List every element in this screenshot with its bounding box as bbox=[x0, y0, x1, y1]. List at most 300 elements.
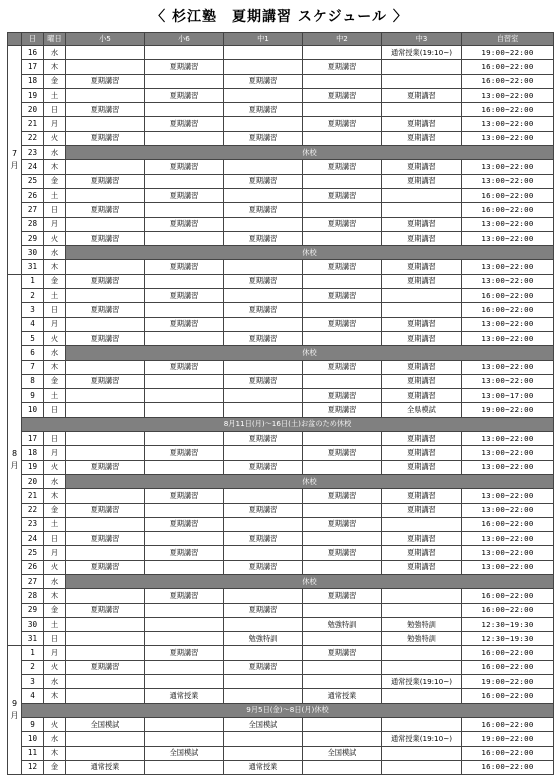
chu2-cell: 全国模試 bbox=[303, 746, 382, 760]
chu2-cell bbox=[303, 331, 382, 345]
schedule-row bbox=[8, 303, 554, 317]
sho5-cell: 夏期講習 bbox=[66, 503, 145, 517]
study-room-hours-cell: 16:00~22:00 bbox=[462, 603, 554, 617]
study-room-hours-cell: 16:00~22:00 bbox=[462, 74, 554, 88]
chu1-cell bbox=[224, 188, 303, 202]
chu3-cell: 全県模試 bbox=[382, 403, 462, 417]
chu3-cell: 夏期講習 bbox=[382, 260, 462, 274]
sho6-cell bbox=[145, 560, 224, 574]
chu3-cell: 夏期講習 bbox=[382, 317, 462, 331]
sho6-cell bbox=[145, 131, 224, 145]
sho6-cell bbox=[145, 331, 224, 345]
month-label: 9 月 bbox=[8, 646, 22, 775]
date-cell: 17 bbox=[22, 60, 44, 74]
study-room-hours-cell: 13:00~17:00 bbox=[462, 389, 554, 403]
schedule-row bbox=[8, 46, 554, 60]
chu2-cell bbox=[303, 532, 382, 546]
sho5-cell bbox=[66, 546, 145, 560]
schedule-row bbox=[8, 660, 554, 674]
study-room-hours-cell: 16:00~22:00 bbox=[462, 103, 554, 117]
holiday-cell: 休校 bbox=[66, 474, 554, 488]
chu2-cell: 夏期講習 bbox=[303, 317, 382, 331]
schedule-row bbox=[8, 717, 554, 731]
weekday-cell: 木 bbox=[44, 689, 66, 703]
weekday-cell: 火 bbox=[44, 231, 66, 245]
chu3-cell: 通常授業(19:10~) bbox=[382, 675, 462, 689]
study-room-hours-cell: 16:00~22:00 bbox=[462, 660, 554, 674]
sho6-cell bbox=[145, 74, 224, 88]
sho5-cell: 夏期講習 bbox=[66, 103, 145, 117]
date-cell: 2 bbox=[22, 660, 44, 674]
study-room-hours-cell: 13:00~22:00 bbox=[462, 460, 554, 474]
sho5-cell bbox=[66, 160, 145, 174]
date-cell: 22 bbox=[22, 503, 44, 517]
weekday-cell: 月 bbox=[44, 546, 66, 560]
sho6-cell bbox=[145, 103, 224, 117]
date-cell: 1 bbox=[22, 274, 44, 288]
weekday-cell: 水 bbox=[44, 474, 66, 488]
chu1-cell: 全国模試 bbox=[224, 717, 303, 731]
chu2-cell: 勉強特訓 bbox=[303, 617, 382, 631]
date-cell: 25 bbox=[22, 546, 44, 560]
chu3-cell: 夏期講習 bbox=[382, 374, 462, 388]
chu2-cell bbox=[303, 274, 382, 288]
chu2-cell: 通常授業 bbox=[303, 689, 382, 703]
closure-note-row bbox=[8, 417, 554, 431]
date-cell: 28 bbox=[22, 217, 44, 231]
chu1-cell: 夏期講習 bbox=[224, 203, 303, 217]
chu1-cell bbox=[224, 675, 303, 689]
chu1-cell bbox=[224, 403, 303, 417]
sho6-cell bbox=[145, 760, 224, 774]
weekday-cell: 水 bbox=[44, 346, 66, 360]
chu3-cell bbox=[382, 517, 462, 531]
study-room-hours-cell: 16:00~22:00 bbox=[462, 589, 554, 603]
header-chu2: 中2 bbox=[303, 33, 382, 46]
sho5-cell bbox=[66, 317, 145, 331]
chu3-cell bbox=[382, 103, 462, 117]
chu1-cell bbox=[224, 646, 303, 660]
date-cell: 10 bbox=[22, 732, 44, 746]
date-cell: 23 bbox=[22, 517, 44, 531]
schedule-row bbox=[8, 217, 554, 231]
study-room-hours-cell: 16:00~22:00 bbox=[462, 517, 554, 531]
study-room-hours-cell: 13:00~22:00 bbox=[462, 317, 554, 331]
weekday-cell: 金 bbox=[44, 274, 66, 288]
date-cell: 27 bbox=[22, 574, 44, 588]
weekday-cell: 日 bbox=[44, 203, 66, 217]
weekday-cell: 日 bbox=[44, 632, 66, 646]
sho5-cell bbox=[66, 489, 145, 503]
chu3-cell bbox=[382, 203, 462, 217]
schedule-row bbox=[8, 160, 554, 174]
chu2-cell bbox=[303, 717, 382, 731]
sho5-cell bbox=[66, 188, 145, 202]
closure-note: 9月5日(金)～8日(月)休校 bbox=[22, 703, 554, 717]
study-room-hours-cell: 13:00~22:00 bbox=[462, 117, 554, 131]
chu2-cell bbox=[303, 660, 382, 674]
study-room-hours-cell: 13:00~22:00 bbox=[462, 260, 554, 274]
date-cell: 22 bbox=[22, 131, 44, 145]
chu2-cell: 夏期講習 bbox=[303, 117, 382, 131]
date-cell: 12 bbox=[22, 760, 44, 774]
header-row bbox=[8, 33, 554, 46]
sho5-cell: 全国模試 bbox=[66, 717, 145, 731]
sho6-cell bbox=[145, 603, 224, 617]
study-room-hours-cell: 13:00~22:00 bbox=[462, 131, 554, 145]
chu3-cell bbox=[382, 717, 462, 731]
chu1-cell bbox=[224, 689, 303, 703]
sho5-cell bbox=[66, 289, 145, 303]
schedule-row bbox=[8, 360, 554, 374]
chu3-cell: 夏期講習 bbox=[382, 88, 462, 102]
schedule-row bbox=[8, 574, 554, 588]
chu2-cell bbox=[303, 303, 382, 317]
weekday-cell: 金 bbox=[44, 503, 66, 517]
study-room-hours-cell: 13:00~22:00 bbox=[462, 503, 554, 517]
weekday-cell: 金 bbox=[44, 374, 66, 388]
weekday-cell: 土 bbox=[44, 88, 66, 102]
date-cell: 6 bbox=[22, 346, 44, 360]
chu1-cell bbox=[224, 217, 303, 231]
sho6-cell bbox=[145, 717, 224, 731]
sho6-cell: 夏期講習 bbox=[145, 517, 224, 531]
chu2-cell: 夏期講習 bbox=[303, 217, 382, 231]
study-room-hours-cell: 16:00~22:00 bbox=[462, 289, 554, 303]
weekday-cell: 火 bbox=[44, 660, 66, 674]
date-cell: 4 bbox=[22, 689, 44, 703]
schedule-row bbox=[8, 532, 554, 546]
study-room-hours-cell: 13:00~22:00 bbox=[462, 217, 554, 231]
chu3-cell: 夏期講習 bbox=[382, 532, 462, 546]
sho6-cell bbox=[145, 632, 224, 646]
chu1-cell bbox=[224, 446, 303, 460]
date-cell: 31 bbox=[22, 260, 44, 274]
sho6-cell bbox=[145, 432, 224, 446]
chu3-cell: 夏期講習 bbox=[382, 503, 462, 517]
schedule-row bbox=[8, 617, 554, 631]
schedule-row bbox=[8, 646, 554, 660]
date-cell: 1 bbox=[22, 646, 44, 660]
chu1-cell: 夏期講習 bbox=[224, 274, 303, 288]
date-cell: 28 bbox=[22, 589, 44, 603]
schedule-row bbox=[8, 489, 554, 503]
chu1-cell bbox=[224, 617, 303, 631]
closure-note-row bbox=[8, 703, 554, 717]
chu3-cell bbox=[382, 760, 462, 774]
study-room-hours-cell: 16:00~22:00 bbox=[462, 303, 554, 317]
weekday-cell: 火 bbox=[44, 331, 66, 345]
study-room-hours-cell: 13:00~22:00 bbox=[462, 160, 554, 174]
chu3-cell: 通常授業(19:10~) bbox=[382, 46, 462, 60]
chu1-cell bbox=[224, 88, 303, 102]
weekday-cell: 日 bbox=[44, 103, 66, 117]
sho6-cell: 夏期講習 bbox=[145, 188, 224, 202]
sho5-cell bbox=[66, 646, 145, 660]
chu1-cell bbox=[224, 260, 303, 274]
schedule-row bbox=[8, 60, 554, 74]
sho6-cell: 夏期講習 bbox=[145, 160, 224, 174]
schedule-row bbox=[8, 474, 554, 488]
sho5-cell bbox=[66, 746, 145, 760]
chu1-cell bbox=[224, 360, 303, 374]
sho5-cell: 夏期講習 bbox=[66, 660, 145, 674]
sho5-cell: 夏期講習 bbox=[66, 603, 145, 617]
date-cell: 21 bbox=[22, 489, 44, 503]
chu2-cell: 夏期講習 bbox=[303, 517, 382, 531]
sho6-cell bbox=[145, 274, 224, 288]
study-room-hours-cell: 13:00~22:00 bbox=[462, 432, 554, 446]
chu1-cell: 夏期講習 bbox=[224, 660, 303, 674]
schedule-row bbox=[8, 188, 554, 202]
chu2-cell: 夏期講習 bbox=[303, 160, 382, 174]
chu2-cell bbox=[303, 231, 382, 245]
sho5-cell bbox=[66, 432, 145, 446]
weekday-cell: 水 bbox=[44, 732, 66, 746]
sho5-cell bbox=[66, 117, 145, 131]
weekday-cell: 金 bbox=[44, 760, 66, 774]
sho5-cell bbox=[66, 632, 145, 646]
chu3-cell: 夏期講習 bbox=[382, 360, 462, 374]
sho6-cell bbox=[145, 660, 224, 674]
study-room-hours-cell: 13:00~22:00 bbox=[462, 532, 554, 546]
holiday-cell: 休校 bbox=[66, 574, 554, 588]
date-cell: 11 bbox=[22, 746, 44, 760]
chu3-cell bbox=[382, 303, 462, 317]
chu2-cell: 夏期講習 bbox=[303, 289, 382, 303]
sho5-cell: 夏期講習 bbox=[66, 203, 145, 217]
schedule-row bbox=[8, 589, 554, 603]
date-cell: 21 bbox=[22, 117, 44, 131]
chu2-cell: 夏期講習 bbox=[303, 489, 382, 503]
chu2-cell: 夏期講習 bbox=[303, 446, 382, 460]
date-cell: 16 bbox=[22, 46, 44, 60]
date-cell: 20 bbox=[22, 103, 44, 117]
study-room-hours-cell: 16:00~22:00 bbox=[462, 760, 554, 774]
sho6-cell: 通常授業 bbox=[145, 689, 224, 703]
sho5-cell: 夏期講習 bbox=[66, 274, 145, 288]
chu3-cell bbox=[382, 689, 462, 703]
chu3-cell: 夏期講習 bbox=[382, 446, 462, 460]
schedule-row bbox=[8, 317, 554, 331]
sho5-cell bbox=[66, 689, 145, 703]
weekday-cell: 日 bbox=[44, 403, 66, 417]
date-cell: 17 bbox=[22, 432, 44, 446]
study-room-hours-cell: 16:00~22:00 bbox=[462, 746, 554, 760]
schedule-row bbox=[8, 689, 554, 703]
schedule-row bbox=[8, 603, 554, 617]
chu1-cell: 夏期講習 bbox=[224, 131, 303, 145]
chu1-cell: 夏期講習 bbox=[224, 174, 303, 188]
weekday-cell: 土 bbox=[44, 617, 66, 631]
schedule-row bbox=[8, 246, 554, 260]
schedule-body bbox=[8, 46, 554, 775]
date-cell: 30 bbox=[22, 617, 44, 631]
chu2-cell bbox=[303, 560, 382, 574]
weekday-cell: 土 bbox=[44, 289, 66, 303]
date-cell: 29 bbox=[22, 603, 44, 617]
sho6-cell: 夏期講習 bbox=[145, 489, 224, 503]
chu2-cell: 夏期講習 bbox=[303, 188, 382, 202]
study-room-hours-cell: 16:00~22:00 bbox=[462, 689, 554, 703]
chu2-cell bbox=[303, 131, 382, 145]
sho5-cell: 夏期講習 bbox=[66, 460, 145, 474]
date-cell: 5 bbox=[22, 331, 44, 345]
chu1-cell: 夏期講習 bbox=[224, 603, 303, 617]
study-room-hours-cell: 16:00~22:00 bbox=[462, 717, 554, 731]
sho5-cell bbox=[66, 732, 145, 746]
chu2-cell: 夏期講習 bbox=[303, 60, 382, 74]
weekday-cell: 木 bbox=[44, 260, 66, 274]
chu1-cell: 夏期講習 bbox=[224, 231, 303, 245]
sho6-cell: 夏期講習 bbox=[145, 646, 224, 660]
schedule-row bbox=[8, 74, 554, 88]
chu2-cell bbox=[303, 432, 382, 446]
weekday-cell: 水 bbox=[44, 146, 66, 160]
sho5-cell bbox=[66, 217, 145, 231]
chu3-cell bbox=[382, 746, 462, 760]
sho6-cell: 夏期講習 bbox=[145, 546, 224, 560]
weekday-cell: 木 bbox=[44, 160, 66, 174]
schedule-row bbox=[8, 446, 554, 460]
header-weekday: 曜日 bbox=[44, 33, 66, 46]
schedule-row bbox=[8, 732, 554, 746]
chu1-cell bbox=[224, 589, 303, 603]
study-room-hours-cell: 19:00~22:00 bbox=[462, 46, 554, 60]
sho5-cell bbox=[66, 360, 145, 374]
sho6-cell bbox=[145, 532, 224, 546]
date-cell: 19 bbox=[22, 460, 44, 474]
chu3-cell bbox=[382, 589, 462, 603]
schedule-row bbox=[8, 88, 554, 102]
study-room-hours-cell: 13:00~22:00 bbox=[462, 360, 554, 374]
date-cell: 26 bbox=[22, 188, 44, 202]
date-cell: 23 bbox=[22, 146, 44, 160]
schedule-row bbox=[8, 103, 554, 117]
sho6-cell: 夏期講習 bbox=[145, 60, 224, 74]
weekday-cell: 土 bbox=[44, 389, 66, 403]
study-room-hours-cell: 13:00~22:00 bbox=[462, 174, 554, 188]
chu2-cell bbox=[303, 103, 382, 117]
schedule-row bbox=[8, 346, 554, 360]
header-sho6: 小6 bbox=[145, 33, 224, 46]
date-cell: 25 bbox=[22, 174, 44, 188]
chu1-cell: 通常授業 bbox=[224, 760, 303, 774]
sho5-cell bbox=[66, 446, 145, 460]
sho5-cell bbox=[66, 517, 145, 531]
header-day: 日 bbox=[22, 33, 44, 46]
study-room-hours-cell: 13:00~22:00 bbox=[462, 374, 554, 388]
study-room-hours-cell: 13:00~22:00 bbox=[462, 446, 554, 460]
date-cell: 2 bbox=[22, 289, 44, 303]
weekday-cell: 木 bbox=[44, 746, 66, 760]
chu3-cell: 通常授業(19:10~) bbox=[382, 732, 462, 746]
sho6-cell: 夏期講習 bbox=[145, 360, 224, 374]
schedule-row bbox=[8, 760, 554, 774]
weekday-cell: 金 bbox=[44, 174, 66, 188]
chu1-cell: 夏期講習 bbox=[224, 560, 303, 574]
sho5-cell bbox=[66, 260, 145, 274]
chu3-cell: 夏期講習 bbox=[382, 460, 462, 474]
sho6-cell bbox=[145, 46, 224, 60]
study-room-hours-cell: 19:00~22:00 bbox=[462, 403, 554, 417]
weekday-cell: 金 bbox=[44, 603, 66, 617]
header-month-spacer bbox=[8, 33, 22, 46]
closure-note: 8月11日(月)～16日(土)お盆のため休校 bbox=[22, 417, 554, 431]
chu3-cell bbox=[382, 603, 462, 617]
sho5-cell: 夏期講習 bbox=[66, 374, 145, 388]
chu1-cell: 勉強特訓 bbox=[224, 632, 303, 646]
chu1-cell bbox=[224, 289, 303, 303]
date-cell: 19 bbox=[22, 88, 44, 102]
chu1-cell bbox=[224, 160, 303, 174]
sho5-cell: 夏期講習 bbox=[66, 532, 145, 546]
weekday-cell: 火 bbox=[44, 560, 66, 574]
chu2-cell bbox=[303, 46, 382, 60]
chu1-cell bbox=[224, 746, 303, 760]
weekday-cell: 月 bbox=[44, 646, 66, 660]
schedule-row bbox=[8, 203, 554, 217]
date-cell: 27 bbox=[22, 203, 44, 217]
chu3-cell: 夏期講習 bbox=[382, 231, 462, 245]
chu2-cell: 夏期講習 bbox=[303, 389, 382, 403]
sho5-cell bbox=[66, 60, 145, 74]
weekday-cell: 水 bbox=[44, 46, 66, 60]
chu1-cell: 夏期講習 bbox=[224, 503, 303, 517]
schedule-row bbox=[8, 231, 554, 245]
chu2-cell bbox=[303, 174, 382, 188]
date-cell: 8 bbox=[22, 374, 44, 388]
study-room-hours-cell: 13:00~22:00 bbox=[462, 560, 554, 574]
date-cell: 29 bbox=[22, 231, 44, 245]
chu1-cell: 夏期講習 bbox=[224, 432, 303, 446]
study-room-hours-cell: 13:00~22:00 bbox=[462, 489, 554, 503]
chu3-cell bbox=[382, 646, 462, 660]
chu1-cell bbox=[224, 389, 303, 403]
chu2-cell: 夏期講習 bbox=[303, 88, 382, 102]
chu3-cell: 夏期講習 bbox=[382, 389, 462, 403]
schedule-row bbox=[8, 146, 554, 160]
sho5-cell bbox=[66, 617, 145, 631]
chu2-cell bbox=[303, 760, 382, 774]
schedule-row bbox=[8, 374, 554, 388]
study-room-hours-cell: 12:30~19:30 bbox=[462, 617, 554, 631]
chu1-cell bbox=[224, 317, 303, 331]
study-room-hours-cell: 19:00~22:00 bbox=[462, 732, 554, 746]
sho5-cell: 夏期講習 bbox=[66, 331, 145, 345]
schedule-row bbox=[8, 389, 554, 403]
holiday-cell: 休校 bbox=[66, 146, 554, 160]
weekday-cell: 月 bbox=[44, 117, 66, 131]
date-cell: 4 bbox=[22, 317, 44, 331]
header-chu1: 中1 bbox=[224, 33, 303, 46]
weekday-cell: 月 bbox=[44, 446, 66, 460]
chu2-cell bbox=[303, 460, 382, 474]
date-cell: 10 bbox=[22, 403, 44, 417]
sho6-cell bbox=[145, 617, 224, 631]
weekday-cell: 水 bbox=[44, 574, 66, 588]
sho5-cell: 通常授業 bbox=[66, 760, 145, 774]
header-sho5: 小5 bbox=[66, 33, 145, 46]
chu1-cell: 夏期講習 bbox=[224, 331, 303, 345]
chu1-cell bbox=[224, 546, 303, 560]
chu2-cell bbox=[303, 675, 382, 689]
sho5-cell: 夏期講習 bbox=[66, 303, 145, 317]
header-study-room: 自習室 bbox=[462, 33, 554, 46]
date-cell: 3 bbox=[22, 303, 44, 317]
sho5-cell bbox=[66, 403, 145, 417]
schedule-row bbox=[8, 289, 554, 303]
